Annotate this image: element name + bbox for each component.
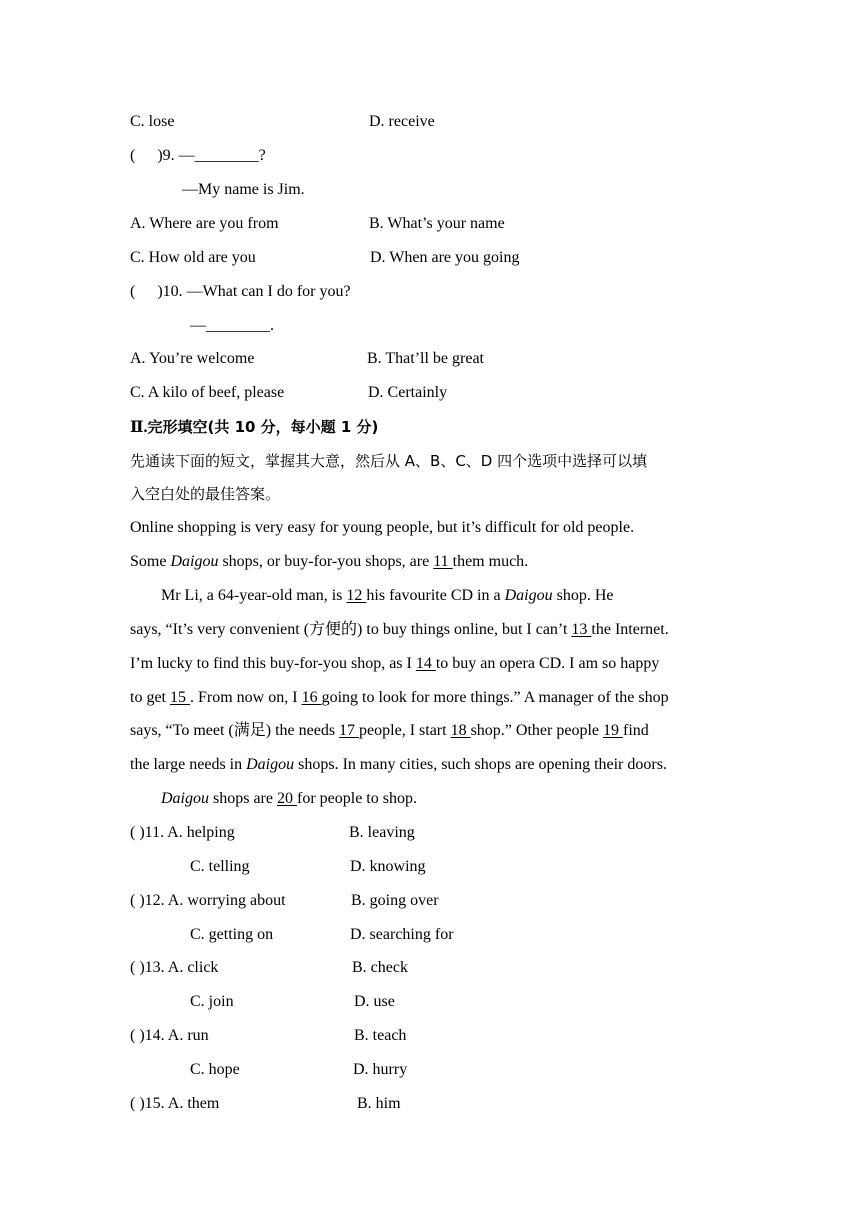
- q13-option-b: B. check: [352, 959, 408, 976]
- q13-option-a: ( )13. A. click: [130, 959, 219, 976]
- passage-line-5: I’m lucky to find this buy-for-you shop, as I 14 to buy an opera CD. I am so happy: [130, 655, 660, 672]
- q9-option-b: B. What’s your name: [369, 215, 505, 232]
- q8-option-d: D. receive: [369, 113, 435, 130]
- answer-blank: ________: [194, 147, 259, 164]
- q12-option-d: D. searching for: [350, 926, 454, 943]
- passage-line-4: says, “It’s very convenient (方便的) to buy things online, but I can’t 13 the Internet.: [130, 621, 669, 638]
- q14-option-a: ( )14. A. run: [130, 1027, 209, 1044]
- q10-option-b: B. That’ll be great: [367, 350, 484, 367]
- answer-blank: ________: [206, 317, 270, 334]
- blank-14: 14: [415, 655, 436, 672]
- passage-line-2: Some Daigou shops, or buy-for-you shops, are 11 them much.: [130, 553, 529, 570]
- section-instruction-line-2: 入空白处的最佳答案。: [130, 485, 281, 503]
- q10-option-c: C. A kilo of beef, please: [130, 384, 285, 401]
- blank-15: 15: [170, 689, 190, 706]
- blank-18: 18: [450, 722, 471, 739]
- blank-20: 20: [276, 790, 297, 807]
- q13-option-c: C. join: [190, 993, 234, 1010]
- q10-reply: —________.: [190, 317, 274, 334]
- q9-reply: —My name is Jim.: [182, 181, 305, 198]
- q12-option-b: B. going over: [351, 892, 439, 909]
- q9-option-d: D. When are you going: [370, 249, 520, 266]
- passage-line-1: Online shopping is very easy for young people, but it’s difficult for old people.: [130, 519, 635, 536]
- passage-line-8: the large needs in Daigou shops. In many cities, such shops are opening their doors.: [130, 756, 667, 773]
- passage-line-7: says, “To meet (满足) the needs 17 people, I start 18 shop.” Other people 19 find: [130, 722, 649, 739]
- q10-option-a: A. You’re welcome: [130, 350, 255, 367]
- section-heading: Ⅱ.完形填空(共 10 分，每小题 1 分): [130, 418, 379, 436]
- blank-12: 12: [346, 587, 367, 604]
- q12-option-a: ( )12. A. worrying about: [130, 892, 286, 909]
- q12-option-c: C. getting on: [190, 926, 274, 943]
- blank-19: 19: [602, 722, 623, 739]
- section-instruction-line-1: 先通读下面的短文，掌握其大意，然后从 A、B、C、D 四个选项中选择可以填: [130, 452, 648, 470]
- q14-option-c: C. hope: [190, 1061, 240, 1078]
- blank-17: 17: [339, 722, 360, 739]
- q10-prompt: ( )10. —What can I do for you?: [130, 283, 351, 300]
- passage-line-9: Daigou shops are 20 for people to shop.: [161, 790, 417, 807]
- q9-option-c: C. How old are you: [130, 249, 256, 266]
- q15-option-b: B. him: [357, 1095, 401, 1112]
- blank-11: 11: [433, 553, 453, 570]
- q11-option-d: D. knowing: [350, 858, 426, 875]
- blank-13: 13: [571, 621, 592, 638]
- passage-line-6: to get 15 . From now on, I 16 going to look for more things.” A manager of the shop: [130, 689, 669, 706]
- passage-line-3: Mr Li, a 64-year-old man, is 12 his favourite CD in a Daigou shop. He: [161, 587, 614, 604]
- q11-option-c: C. telling: [190, 858, 250, 875]
- q10-option-d: D. Certainly: [368, 384, 448, 401]
- q14-option-d: D. hurry: [353, 1061, 408, 1078]
- q15-option-a: ( )15. A. them: [130, 1095, 220, 1112]
- q11-option-b: B. leaving: [349, 824, 415, 841]
- q9-prompt: ( )9. —________?: [130, 147, 266, 164]
- q14-option-b: B. teach: [354, 1027, 407, 1044]
- blank-16: 16: [301, 689, 322, 706]
- q9-option-a: A. Where are you from: [130, 215, 279, 232]
- q8-option-c: C. lose: [130, 113, 175, 130]
- q11-option-a: ( )11. A. helping: [130, 824, 235, 841]
- q13-option-d: D. use: [354, 993, 395, 1010]
